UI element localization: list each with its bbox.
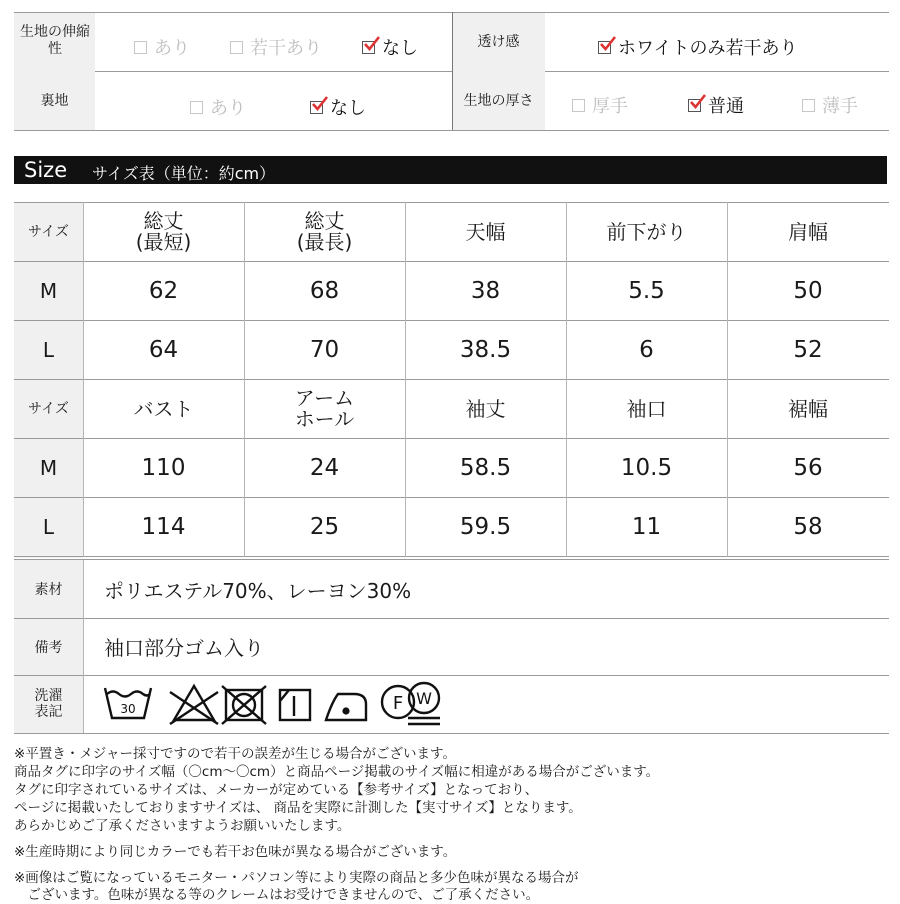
thickness-option-thin: 薄手 <box>802 92 858 118</box>
checkbox-checked-icon <box>598 41 611 54</box>
size-header-cell: 袖丈 <box>465 396 506 421</box>
stretch-option-slight: 若干あり <box>230 34 322 60</box>
stretch-option-none: なし <box>362 34 418 60</box>
size-header-corner: サイズ <box>28 224 69 240</box>
lining-option-yes: あり <box>190 94 246 120</box>
note-line: ※画像はご覧になっているモニター・パソコン等により実際の商品と多少色味が異なる場合が <box>14 870 579 886</box>
size-header-cell: 裾幅 <box>788 396 828 421</box>
note-line: タグに印字されているサイズは、メーカーが定めている【参考サイズ】となっており、 <box>14 782 539 798</box>
size-section-header <box>14 156 887 184</box>
thickness-label: 生地の厚さ <box>463 93 534 109</box>
checkbox-unchecked-icon <box>802 99 815 112</box>
size-value-cell: 50 <box>793 278 823 304</box>
size-value-cell: 52 <box>793 337 823 363</box>
size-header-cell: 総丈 (最長) <box>296 209 353 254</box>
size-value-cell: 56 <box>793 455 823 481</box>
size-label-cell: L <box>42 515 55 539</box>
note-line: ※平置き・メジャー採寸ですので若干の誤差が生じる場合がございます。 <box>14 746 456 762</box>
size-header-cell: アーム ホール <box>294 386 355 431</box>
size-label-cell: M <box>39 279 58 303</box>
transparency-option: ホワイトのみ若干あり <box>598 34 797 60</box>
remarks-label: 備考 <box>34 639 63 656</box>
note-line: ページに掲載いたしておりますサイズは、 商品を実際に計測した【実寸サイズ】となります。 <box>14 800 582 816</box>
note-line: 商品タグに印字のサイズ幅（〇cm～〇cm）と商品ページ掲載のサイズ幅に相違がある場合がございます。 <box>14 764 660 780</box>
dry-clean-letter: F <box>392 693 404 714</box>
lining-option-none: なし <box>310 94 366 120</box>
size-header-cell: 袖口 <box>626 396 667 421</box>
size-value-cell: 38 <box>470 278 501 304</box>
stretch-label: 生地の伸縮性 <box>20 24 90 57</box>
checkbox-checked-icon <box>362 41 375 54</box>
size-header-corner: サイズ <box>28 401 69 417</box>
size-value-cell: 64 <box>148 337 179 363</box>
checkbox-checked-icon <box>310 101 323 114</box>
checkbox-unchecked-icon <box>134 41 147 54</box>
size-value-cell: 114 <box>141 514 186 540</box>
transparency-label: 透け感 <box>477 34 520 50</box>
note-line: ※生産時期により同じカラーでも若干お色味が異なる場合がございます。 <box>14 844 457 860</box>
size-value-cell: 5.5 <box>628 278 665 304</box>
size-value-cell: 68 <box>309 278 340 304</box>
size-value-cell: 59.5 <box>459 514 512 540</box>
size-header-cell: 肩幅 <box>788 219 828 244</box>
lining-label: 裏地 <box>40 93 69 109</box>
size-header-cell: 前下がり <box>606 219 687 244</box>
size-header-cell: 総丈 (最短) <box>135 209 192 254</box>
size-header-cell: バスト <box>133 396 194 421</box>
size-value-cell: 58.5 <box>459 455 512 481</box>
size-value-cell: 11 <box>631 514 662 540</box>
size-value-cell: 58 <box>793 514 823 540</box>
size-value-cell: 62 <box>148 278 179 304</box>
wet-clean-letter: W <box>416 689 432 708</box>
note-line: あらかじめご了承くださいますようお願いいたします。 <box>14 818 351 834</box>
wash-temp-text: 30 <box>120 702 136 716</box>
material-label: 素材 <box>34 582 63 598</box>
checkbox-checked-icon <box>688 99 701 112</box>
care-icons <box>100 680 445 730</box>
material-value: ポリエステル70%、レーヨン30% <box>104 578 412 603</box>
size-value-cell: 70 <box>309 337 340 363</box>
no-bleach-icon <box>170 686 218 724</box>
thickness-option-thick: 厚手 <box>572 92 628 118</box>
stretch-option-yes: あり <box>134 34 190 60</box>
size-value-cell: 25 <box>309 514 340 540</box>
size-title: Size <box>24 158 68 182</box>
checkbox-unchecked-icon <box>572 99 585 112</box>
size-value-cell: 38.5 <box>459 337 512 363</box>
note-line: ございます。色味が異なる等のクレームはお受けできませんので、ご了承ください。 <box>14 887 540 903</box>
checkbox-unchecked-icon <box>190 101 203 114</box>
size-header-cell: 天幅 <box>465 219 506 244</box>
size-value-cell: 110 <box>141 455 186 481</box>
care-label: 洗濯 表記 <box>34 688 63 720</box>
size-subtitle: サイズ表（単位：約cm） <box>92 164 276 183</box>
remarks-value: 袖口部分ゴム入り <box>104 636 264 660</box>
iron-low-icon <box>326 694 366 720</box>
size-value-cell: 6 <box>639 337 654 363</box>
size-value-cell: 10.5 <box>620 455 673 481</box>
line-dry-shade-icon <box>280 690 310 720</box>
no-tumble-dry-icon <box>222 686 266 724</box>
thickness-option-normal: 普通 <box>688 92 744 118</box>
size-label-cell: M <box>39 456 58 480</box>
checkbox-unchecked-icon <box>230 41 243 54</box>
size-value-cell: 24 <box>309 455 340 481</box>
size-label-cell: L <box>42 338 55 362</box>
